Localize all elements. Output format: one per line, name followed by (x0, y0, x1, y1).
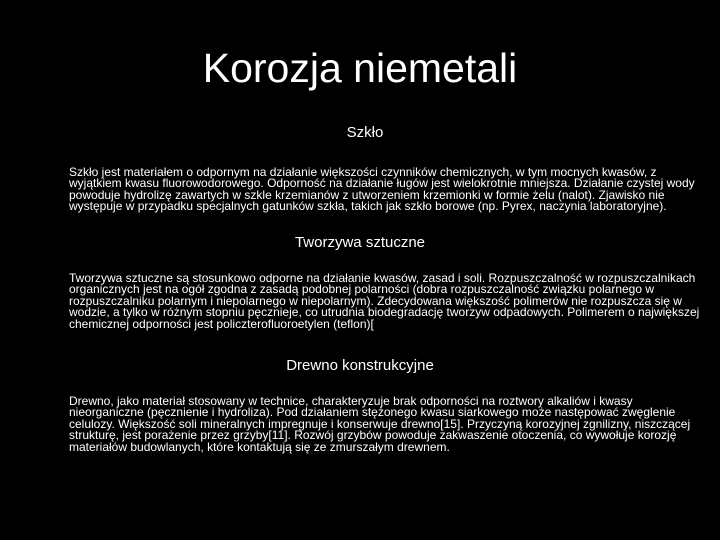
section-text-plastics: Tworzywa sztuczne są stosunkowo odporne na działanie kwasów, zasad i soli. Rozpuszczalność w rozpuszczalnikach organicznych jest na ogół zgodna z zasadą podobnej polarności (dobra rozpuszczalność związku polarnego w rozpuszczalniku polarnym i niepolarnego w niepolarnym). Zdecydowana większość polimerów nie rozpuszcza się w wodzie, a tylko w różnym stopniu pęcznieje, co utrudnia biodegradację tworzyw odpadowych. Polimerem o największej chemicznej odporności jest policzterofluoroetylen (teflon)[ (69, 271, 700, 331)
section-text-glass: Szkło jest materiałem o odpornym na działanie większości czynników chemicznych, w tym mocnych kwasów, z wyjątkiem kwasu fluorowodorowego. Odporność na działanie ługów jest wielokrotnie mniejsza. Działanie czystej wody powoduje hydrolizę zawartych w szkle krzemianów z utworzeniem krzemionki w formie żelu (nalot). Zjawisko nie występuje w przypadku specjalnych gatunków szkła, takich jak szkło borowe (np. Pyrex, naczynia laboratoryjne). (69, 165, 695, 214)
section-heading-wood: Drewno konstrukcyjne (286, 357, 434, 374)
section-text-wood: Drewno, jako materiał stosowany w technice, charakteryzuje brak odporności na roztwory alkaliów i kwasy nieorganiczne (pęcznienie i hydroliza). Pod działaniem stężonego kwasu siarkowego może następować zwęglenie celulozy. Większość soli mineralnych impregnuje i konserwuje drewno[15]. Przyczyną korozyjnej zgnilizny, niszczącej strukturę, jest porażenie przez grzyby[11]. Rozwój grzybów powoduje zakwaszenie otoczenia, co wywołuje korozję materiałów budowlanych, które kontaktują się ze zmurszałym drewnem. (69, 394, 691, 454)
section-heading-glass: Szkło (346, 124, 384, 141)
section-heading-plastics: Tworzywa sztuczne (294, 234, 426, 251)
slide-title: Korozja niemetali (202, 45, 518, 91)
